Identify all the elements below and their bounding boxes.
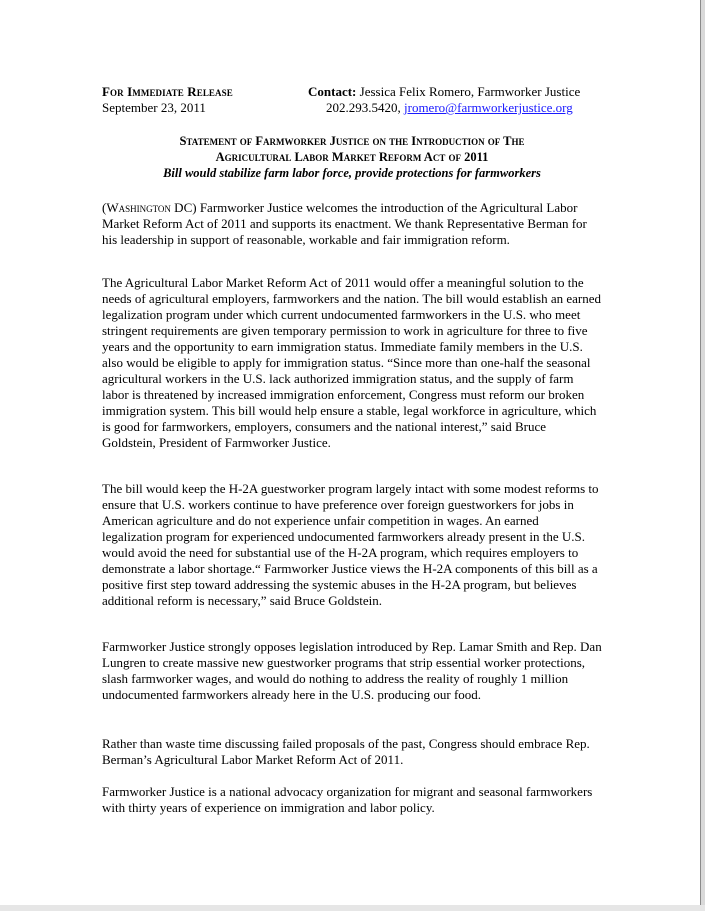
paragraph-about: [102, 784, 602, 816]
release-date: September 23, 2011: [102, 100, 206, 115]
paragraph-bill-summary-text: The Agricultural Labor Market Reform Act of 2011 would offer a meaningful solution to the needs of agricultural employers, farmworkers and the nation. The bill would establish an earned legalization program under which current undocumented farmworkers in the U.S. who meet stringent requirements are given temporary permission to work in agriculture for three to five years and the opportunity to earn immigration status. Immediate family members in the U.S. also would be eligible to apply for immigration status. “Since more than one-half the seasonal agricultural workers in the U.S. lack authorized immigration status, and the supply of farm labor is threatened by increased immigration enforcement, Congress must reform our broken immigration system. This bill would help ensure a stable, legal workforce in agriculture, which is good for farmworkers, employers, consumers and the national interest,” said Bruce Goldstein, President of Farmworker Justice.: [102, 275, 602, 450]
title-line-1: Statement of Farmworker Justice on the Introduction of The: [179, 134, 525, 148]
paragraph-call-to-action-text: Rather than waste time discussing failed proposals of the past, Congress should embrace Rep. Berman’s Agricultural Labor Market Reform Act of 2011.: [102, 736, 590, 767]
contact-phone: 202.293.5420,: [326, 100, 404, 115]
paragraph-call-to-action: [102, 736, 602, 768]
contact-email-link[interactable]: jromero@farmworkerjustice.org: [404, 100, 573, 115]
title-line-2: Agricultural Labor Market Reform Act of 2011: [215, 150, 489, 164]
title-subtitle: Bill would stabilize farm labor force, provide protections for farmworkers: [163, 166, 541, 180]
page-edge-shadow: [701, 0, 705, 911]
contact-name: Jessica Felix Romero, Farmworker Justice: [356, 84, 581, 99]
paragraph-bill-summary: [102, 275, 602, 451]
contact-line: [308, 84, 608, 100]
statement-title: [102, 133, 602, 181]
paragraph-intro-text: Farmworker Justice welcomes the introduction of the Agricultural Labor Market Reform Act of 2011 and supports its enactment. We thank Representative Berman for his leadership in support of reasonable, workable and fair immigration reform.: [102, 200, 587, 247]
paragraph-h2a: [102, 481, 602, 609]
paragraph-opposition-text: Farmworker Justice strongly opposes legislation introduced by Rep. Lamar Smith and Rep. Dan Lungren to create massive new guestworker programs that strip essential worker protections, slash farmworker wages, and would do nothing to address the reality of roughly 1 million undocumented farmworkers already here in the U.S. producing our food.: [102, 639, 602, 702]
release-header: [102, 84, 233, 116]
page-bottom-edge: [0, 905, 705, 911]
contact-details: [308, 100, 608, 116]
paragraph-opposition: [102, 639, 602, 703]
contact-header: [308, 84, 608, 116]
paragraph-h2a-text: The bill would keep the H-2A guestworker program largely intact with some modest reforms to ensure that U.S. workers continue to have preference over foreign guestworkers for jobs in American agriculture and do not experience unfair competition in wages. An earned legalization program for experienced undocumented farmworkers already present in the U.S. would avoid the need for substantial use of the H-2A program, which requires employers to demonstrate a labor shortage.“ Farmworker Justice views the H-2A components of this bill as a positive first step toward addressing the systemic abuses in the H-2A program, but believes additional reform is necessary,” said Bruce Goldstein.: [102, 481, 599, 608]
paragraph-about-text: Farmworker Justice is a national advocacy organization for migrant and seasonal farmworkers with thirty years of experience on immigration and labor policy.: [102, 784, 593, 815]
paragraph-intro: [102, 200, 602, 248]
contact-label: Contact:: [308, 84, 357, 99]
dateline: (Washington DC): [102, 200, 197, 215]
release-label: For Immediate Release: [102, 84, 233, 99]
